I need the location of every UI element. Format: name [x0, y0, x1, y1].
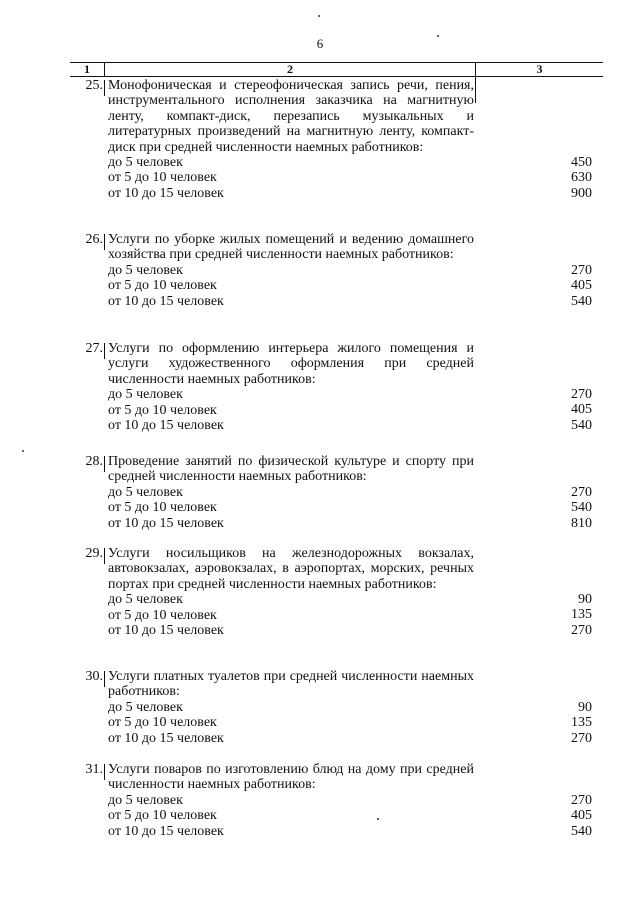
price-value: 270 [571, 622, 592, 638]
row-number: 27. [85, 341, 103, 356]
option-label: до 5 человек [108, 262, 183, 278]
price-value: 135 [571, 715, 592, 731]
option-label: до 5 человек [108, 155, 183, 171]
row-number: 28. [85, 454, 103, 469]
row-number: 31. [85, 762, 103, 777]
option-label: от 10 до 15 человек [108, 293, 224, 309]
row-values [480, 485, 592, 531]
row-number: 25. [85, 78, 103, 93]
price-value: 405 [571, 808, 592, 824]
price-value: 270 [571, 387, 592, 402]
option-label: от 10 до 15 человек [108, 823, 224, 839]
price-value: 900 [571, 185, 592, 201]
row-text [108, 546, 474, 638]
option-label: от 5 до 10 человек [108, 715, 217, 731]
row-text [108, 78, 474, 201]
row-description: Монофоническая и стереофоническая запись речи, пения, инструментального исполнения заказчика на магнитную ленту, компакт-диск, перезапись музыкальных и литературных произведений на магнитную ленту, компакт-диск при средней численности наемных работников: [108, 78, 474, 155]
price-value: 270 [571, 263, 592, 278]
price-value: 270 [571, 730, 592, 746]
row-number-bar [104, 343, 105, 359]
option-label: от 10 до 15 человек [108, 515, 224, 531]
row-values [480, 263, 592, 309]
option-label: до 5 человек [108, 592, 183, 608]
price-value: 540 [571, 823, 592, 839]
option-label: от 10 до 15 человек [108, 623, 224, 639]
option-label: от 5 до 10 человек [108, 607, 217, 623]
row-values [480, 387, 592, 433]
row-number: 29. [85, 546, 103, 561]
row-number-bar [104, 548, 105, 564]
price-value: 135 [571, 607, 592, 623]
price-value: 405 [571, 278, 592, 294]
option-label: от 5 до 10 человек [108, 402, 217, 418]
price-value: 630 [571, 170, 592, 186]
row-number-bar [104, 456, 105, 472]
row-text [108, 341, 474, 433]
option-label: до 5 человек [108, 792, 183, 808]
header-bottom-rule [70, 76, 603, 77]
price-value: 810 [571, 515, 592, 531]
row-text [108, 669, 474, 746]
price-value: 540 [571, 293, 592, 309]
price-value: 405 [571, 402, 592, 418]
price-value: 270 [571, 485, 592, 500]
scan-speck [318, 15, 320, 17]
option-label: от 10 до 15 человек [108, 418, 224, 434]
row-values [480, 793, 592, 839]
header-col-3: 3 [536, 62, 543, 76]
row-text [108, 232, 474, 309]
row-text [108, 762, 474, 839]
row-number: 30. [85, 669, 103, 684]
price-value: 90 [578, 700, 592, 715]
row-description: Услуги по оформлению интерьера жилого помещения и услуги художественного оформления при средней численности наемных работников: [108, 341, 474, 387]
row-number-bar [104, 234, 105, 250]
row-values [480, 700, 592, 746]
row-number-bar [104, 764, 105, 780]
price-value: 540 [571, 500, 592, 516]
option-label: от 5 до 10 человек [108, 500, 217, 516]
scan-speck [437, 35, 439, 37]
option-label: от 10 до 15 человек [108, 185, 224, 201]
price-value: 450 [571, 155, 592, 170]
row-number: 26. [85, 232, 103, 247]
row-description: Услуги по уборке жилых помещений и ведению домашнего хозяйства при средней численности наемных работников: [108, 232, 474, 263]
row-values [480, 155, 592, 201]
option-label: до 5 человек [108, 484, 183, 500]
row-description: Услуги платных туалетов при средней численности наемных работников: [108, 669, 474, 700]
row-number-bar [104, 671, 105, 687]
column-divider [475, 76, 476, 103]
option-label: до 5 человек [108, 387, 183, 403]
row-description: Проведение занятий по физической культуре и спорту при средней численности наемных работников: [108, 454, 474, 485]
row-description: Услуги носильщиков на железнодорожных вокзалах, автовокзалах, аэровокзалах, в аэропортах, морских, речных портах при средней численности наемных работников: [108, 546, 474, 592]
header-col-1: 1 [84, 62, 90, 76]
row-text [108, 454, 474, 531]
price-value: 540 [571, 417, 592, 433]
row-number-bar [104, 80, 105, 96]
option-label: от 5 до 10 человек [108, 278, 217, 294]
option-label: до 5 человек [108, 699, 183, 715]
option-label: от 5 до 10 человек [108, 808, 217, 824]
option-label: от 10 до 15 человек [108, 730, 224, 746]
row-values [480, 592, 592, 638]
scan-speck [22, 450, 24, 452]
page-number: 6 [316, 36, 324, 51]
price-value: 90 [578, 592, 592, 607]
price-value: 270 [571, 793, 592, 808]
option-label: от 5 до 10 человек [108, 170, 217, 186]
row-description: Услуги поваров по изготовлению блюд на дому при средней численности наемных работников: [108, 762, 474, 793]
header-col-2: 2 [287, 62, 293, 76]
